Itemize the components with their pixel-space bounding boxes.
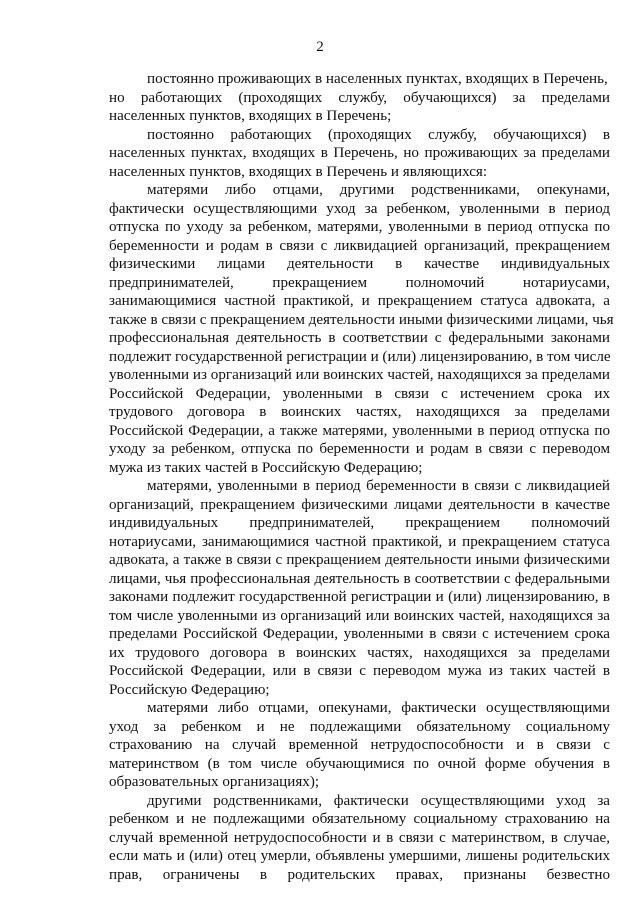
text-line: их трудового договора в воинских частях, находящихся за пределами [109, 644, 610, 661]
text-line: уход за ребенком и не подлежащими обязательному социальному [109, 718, 610, 735]
text-line: Российской Федерации, или в связи с переводом мужа из таких частей в [109, 663, 610, 679]
document-body [109, 70, 614, 884]
page-number: 2 [316, 39, 324, 55]
text-line: Российской Федерации, уволенными в связи с истечением срока их [109, 385, 610, 402]
text-line: Российской Федерации, а также матерями, уволенными в период отпуска по [109, 422, 610, 439]
text-line: уволенными из организаций или воинских частей, находящихся за пределами [109, 367, 610, 383]
text-line: занимающимися частной практикой, и прекращением статуса адвоката, а [109, 293, 610, 309]
text-line: фактически осуществляющими уход за ребенком, уволенными в период [109, 200, 610, 217]
text-line: законами подлежит государственной регистрации и (или) лицензированию, в [109, 589, 610, 605]
text-line: прав, ограничены в родительских правах, признаны безвестно [109, 866, 610, 883]
text-line: но работающих (проходящих службу, обучающихся) за пределами [109, 89, 610, 106]
text-line: подлежит государственной регистрации и (или) лицензированию, в том числе [109, 348, 611, 365]
text-line: беременности и родам в связи с ликвидацией организаций, прекращением [109, 237, 610, 254]
text-line: постоянно проживающих в населенных пунктах, входящих в Перечень, [147, 71, 608, 87]
text-line: страхованию на случай временной нетрудоспособности и в связи с [109, 737, 610, 753]
text-line: профессиональная деятельность в соответствии с федеральными законами [109, 330, 610, 346]
text-line: трудового договора в воинских частях, находящихся за пределами [109, 404, 610, 420]
text-line: образовательных организациях); [109, 774, 320, 790]
text-line: другими родственниками, фактически осуществляющими уход за [147, 792, 610, 809]
text-line: населенных пунктов, входящих в Перечень и являющихся: [109, 163, 488, 180]
text-line: отпуска по уходу за ребенком, матерями, уволенными в период отпуска по [109, 219, 610, 235]
text-line: матерями либо отцами, опекунами, фактически осуществляющими [147, 700, 610, 716]
text-line: матерями, уволенными в период беременности в связи с ликвидацией [147, 478, 610, 494]
text-line: материнством (в том числе обучающимися по очной форме обучения в [109, 755, 610, 772]
text-line: нотариусами, занимающимися частной практикой, и прекращением статуса [109, 533, 610, 550]
text-line: адвоката, а также в связи с прекращением деятельности иными физическими [109, 552, 610, 568]
text-line: мужа из таких частей в Российскую Федерацию; [109, 459, 423, 476]
text-line: предпринимателей, прекращением полномочий нотариусами, [109, 274, 610, 291]
text-line: физическими лицами деятельности в качестве индивидуальных [109, 256, 610, 272]
text-line: матерями либо отцами, другими родственниками, опекунами, [147, 182, 610, 198]
text-line: постоянно работающих (проходящих службу, обучающихся) в [147, 126, 610, 143]
text-line: населенных пунктах, входящих в Перечень, но проживающих за пределами [109, 145, 610, 161]
text-line: лицами, чья профессиональная деятельность в соответствии с федеральными [109, 570, 610, 587]
text-line: также в связи с прекращением деятельности иными физическими лицами, чья [109, 311, 614, 328]
text-line: населенных пунктов, входящих в Перечень; [109, 108, 392, 124]
text-line: если мать и (или) отец умерли, объявлены умершими, лишены родительских [109, 848, 610, 864]
text-line: индивидуальных предпринимателей, прекращением полномочий [109, 515, 610, 531]
text-line: ребенком и не подлежащими обязательному социальному страхованию на [109, 811, 610, 827]
text-line: пределами Российской Федерации, уволенными в связи с истечением срока [109, 626, 610, 642]
text-line: том числе уволенными из организаций или воинских частей, находящихся за [109, 607, 610, 624]
text-line: Российскую Федерацию; [109, 681, 270, 698]
text-line: случай временной нетрудоспособности и в связи с материнством, в случае, [109, 829, 610, 846]
text-line: организаций, прекращением физическими лицами деятельности в качестве [109, 496, 610, 513]
text-line: уходу за ребенком, отпуска по беременности и родам в связи с переводом [109, 441, 610, 457]
